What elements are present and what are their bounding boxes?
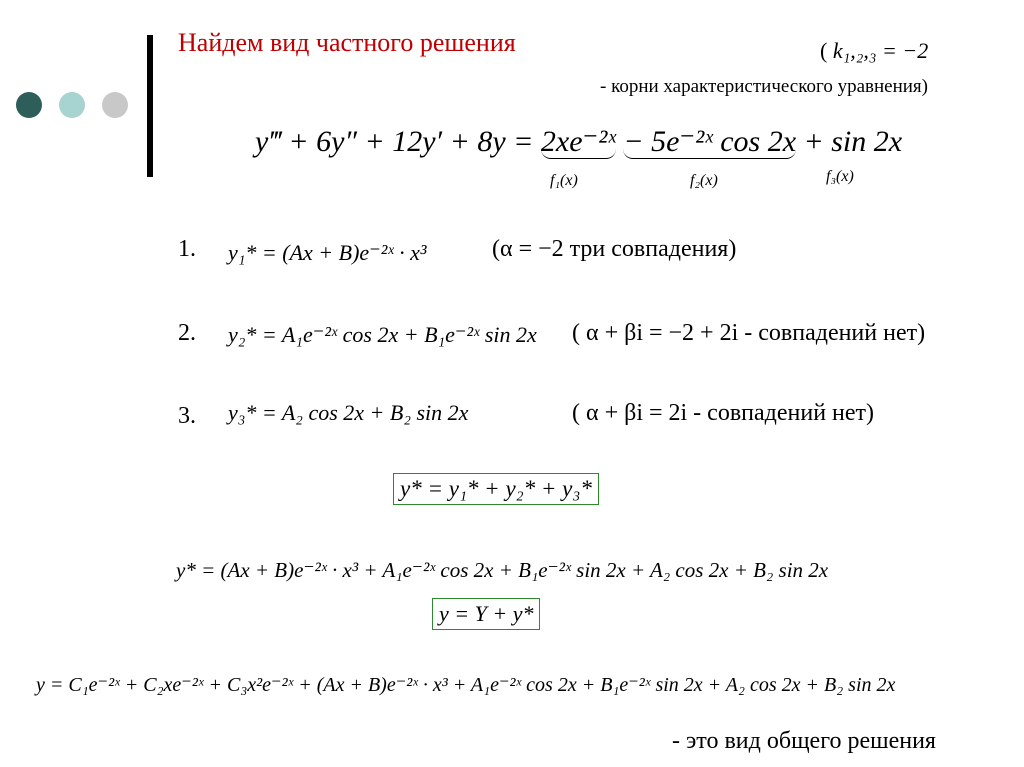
roots-note-text: - корни характеристического уравнения) <box>600 76 928 97</box>
general-solution-full: y = C₁e⁻²ˣ + C₂xe⁻²ˣ + C₃x²e⁻²ˣ + (Ax + B)e⁻²ˣ · x³ + A₁e⁻²ˣ cos 2x + B₁e⁻²ˣ sin 2x + A₂ cos 2x + B₂ sin 2x <box>36 674 896 696</box>
item-2-formula: y₂* = A₁e⁻²ˣ cos 2x + B₁e⁻²ˣ sin 2x <box>228 322 537 347</box>
item-1-number: 1. <box>178 236 196 262</box>
roots-expression <box>820 38 928 64</box>
term-f2 <box>623 124 796 159</box>
item-1-formula: y₁* = (Ax + B)e⁻²ˣ · x³ <box>228 240 427 265</box>
decor-dot-light <box>102 92 128 118</box>
item-3-formula: y₃* = A₂ cos 2x + B₂ sin 2x <box>228 400 469 425</box>
label-f2: f₂(x) <box>690 172 718 189</box>
item-2-note: ( α + βi = −2 + 2i - совпадений нет) <box>572 320 926 346</box>
sum-formula-box <box>393 473 599 505</box>
general-relation: y = Y + y* <box>439 601 534 626</box>
main-equation <box>255 124 902 159</box>
term-f3 <box>804 125 903 159</box>
term-f1-text: 2xe⁻²ˣ <box>540 125 616 158</box>
footer-note: - это вид общего решения <box>672 728 936 754</box>
item-3-number: 3. <box>178 403 196 429</box>
main-equation-lhs: y‴ + 6y″ + 12y′ + 8y = <box>255 125 534 158</box>
term-f1 <box>541 124 616 159</box>
item-3-note: ( α + βi = 2i - совпадений нет) <box>572 400 875 426</box>
roots-open-paren: ( <box>820 38 828 63</box>
term-f2-text: − 5e⁻²ˣ cos 2x <box>623 125 797 158</box>
decor-vertical-bar <box>147 35 153 177</box>
label-f3: f₃(x) <box>826 168 854 185</box>
item-2-number: 2. <box>178 320 196 346</box>
slide-title: Найдем вид частного решения <box>178 28 516 57</box>
term-f3-text: + sin 2x <box>803 125 903 158</box>
general-relation-box <box>432 598 540 630</box>
item-1-note: (α = −2 три совпадения) <box>492 236 737 262</box>
decor-dot-mid <box>59 92 85 118</box>
decor-dot-dark <box>16 92 42 118</box>
particular-solution-full: y* = (Ax + B)e⁻²ˣ · x³ + A₁e⁻²ˣ cos 2x + B₁e⁻²ˣ sin 2x + A₂ cos 2x + B₂ sin 2x <box>176 558 829 582</box>
label-f1: f₁(x) <box>550 172 578 189</box>
sum-formula: y* = y₁* + y₂* + y₃* <box>400 476 592 501</box>
roots-expr: k₁,₂,₃ = −2 <box>832 38 929 63</box>
